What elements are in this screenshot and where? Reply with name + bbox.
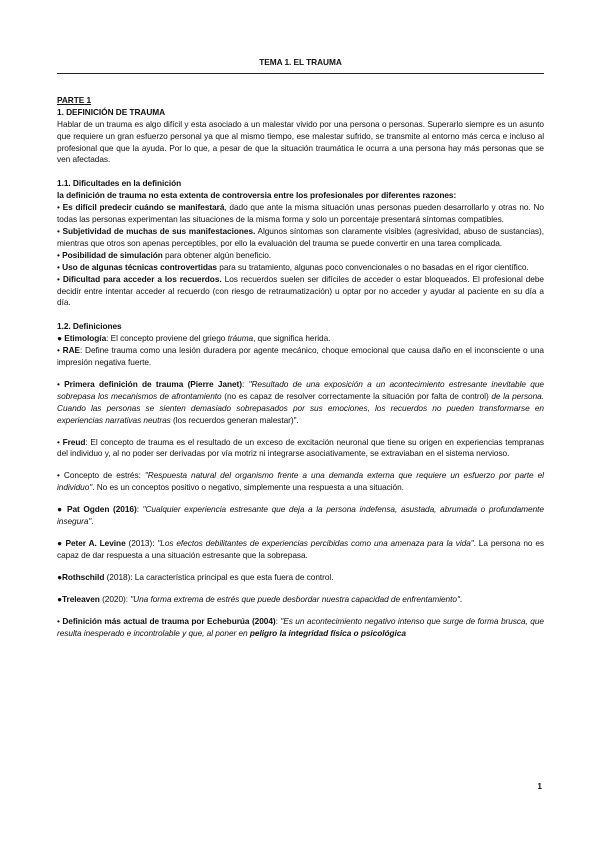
def-lead: Etimología	[64, 333, 107, 344]
spacer	[57, 562, 544, 572]
definition-levine: ● Peter A. Levine (2013): "Los efectos debilitantes de experiencias percibidas como una amenaza para la vida". La persona no es capaz de dar respuesta a una situación estresante que la sobrepasa.	[57, 538, 545, 560]
def-quote: "Una forma extrema de estrés que puede desbordar nuestra capacidad de enfrentamiento"	[130, 593, 460, 604]
section-1-2-heading: 1.2. Definiciones	[57, 321, 122, 332]
def-lead: Peter A. Levine	[65, 538, 126, 548]
def-text: .	[459, 593, 463, 604]
def-lead: Pat Ogden (2016)	[66, 504, 137, 515]
definition-janet: • Primera definición de trauma (Pierre Janet): "Resultado de una exposición a un acontecimiento estresante inevitable que sobrepasa los mecanismos de afrontamiento (no es capaz de resolver correctamente la situación por falta de control) de la persona. Cuando las personas se sienten demasiado sobrepasados por sus emociones, los recuerdos no pueden transformarse en experiencias narrativas neutras (los recuerdos generan malestar)".	[57, 378, 545, 425]
spacer	[57, 494, 544, 504]
definition-rothschild: ●Rothschild (2018): La característica principal es que esta fuera de control.	[57, 571, 334, 582]
def-quote: "Cualquier experiencia estresante que deja a la persona indefensa, asustada, abrumada o profundamente insegura"	[57, 504, 544, 527]
difficulty-item-3: • Posibilidad de simulación para obtener algún beneficio.	[57, 249, 272, 260]
def-text: (2013):	[125, 538, 158, 548]
def-text: (2018): La característica principal es que esta fuera de control.	[104, 571, 334, 582]
def-quote: de la persona. Cuando las personas se sienten demasiado sobrepasados por sus emociones, los recuerdos no pueden transformarse en experiencias narrativas neutras	[57, 390, 545, 425]
def-lead: Treleaven	[61, 593, 100, 604]
def-quote: "Los efectos debilitantes de experiencias percibidas como una amenaza para la vida"	[157, 538, 474, 548]
def-lead: Concepto de estrés	[63, 470, 139, 481]
section-1-1-intro	[57, 190, 544, 202]
item-text: Algunos síntomas son claramente visibles (agresividad, abuso de sustancias), mientras que otros son apenas perceptibles, por ello la evaluación del trauma se puede convertir en una tarea complicada.	[57, 225, 544, 248]
def-quote: "Es un acontecimiento negativo intenso que surge de forma brusca, que resulta inesperado e incontrolable y que, al poner en	[57, 615, 544, 638]
section-1-1-heading: 1.1. Dificultades en la definición	[57, 178, 182, 189]
def-quote: "Respuesta natural del organismo frente a una demanda externa que requiere un esfuerzo por parte el individuo"	[57, 470, 544, 493]
definition-ogden: ● Pat Ogden (2016): "Cualquier experiencia estresante que deja a la persona indefensa, asustada, abrumada o profundamente insegura".	[57, 504, 544, 527]
spacer	[57, 606, 544, 616]
section-1-paragraph: Hablar de un trauma es algo difícil y esta asociado a un malestar vivido por una persona o personas. Superarlo siempre es un asunto que requiere un gran esfuerzo personal ya que al mismo tiempo, ese malestar sufrido, se transmite al entorno más cerca e incluso al profesional que que la ayuda. Por lo que, a pesar de que la situación traumática le ocurra a una persona hay más personas que se ven afectadas.	[57, 118, 544, 165]
difficulty-item-4: • Uso de algunas técnicas controvertidas para su tratamiento, algunas poco convencionales o no basadas en el rigor científico.	[57, 261, 529, 272]
def-lead: Primera definición de trauma (Pierre Janet)	[64, 378, 242, 389]
def-text: . No es un conceptos positivo o negativo, simplemente una respuesta a una situación.	[92, 482, 404, 493]
def-text: (2020):	[99, 593, 131, 604]
def-text: (los recuerdos generan malestar)".	[170, 414, 299, 425]
item-text: , dado que ante la misma situación unas personas pueden desarrollarlo y otras no. No todas las personas experimentan las situaciones de la misma forma y solo un porcentaje presentará síntomas compatibles.	[57, 202, 544, 225]
def-text: , que significa herida.	[253, 333, 331, 344]
spacer	[57, 309, 544, 321]
difficulty-item-5: • Dificultad para acceder a los recuerdos. Los recuerdos suelen ser difíciles de acceder o estar bloqueados. El profesional debe decidir entre intentar acceder al recuerdo (con riesgo de retraumatización) u optar por no acceder y ayudar al paciente en su día a día.	[57, 273, 544, 308]
spacer	[57, 369, 544, 379]
def-text: (no es capaz de resolver correctamente la situación por falta de control)	[221, 390, 492, 401]
item-text: para obtener algún beneficio.	[162, 249, 272, 260]
intro-text: la definición de trauma no esta extenta de controversia entre los profesionales por diferentes razones:	[57, 190, 457, 201]
def-text: . La persona no es capaz de dar respuesta a una situación estresante que la sobrepasa.	[57, 538, 545, 560]
definition-echeburua: • Definición más actual de trauma por Echeburúa (2004): "Es un acontecimiento negativo intenso que surge de forma brusca, que resulta inesperado e incontrolable y que, al poner en peligro la integridad física o psicológica	[57, 615, 544, 638]
title-separator-line	[57, 73, 544, 74]
def-text: : Define trauma como una lesión duradera por agente mecánico, choque emocional que causa daño en el inconsciente o una impresión negativa fuerte.	[57, 345, 544, 368]
def-quote: "Resultado de una exposición a un acontecimiento estresante inevitable que sobrepasa los mecanismos de afrontamiento	[57, 378, 544, 401]
page-number: 1	[537, 781, 542, 791]
document-title: TEMA 1. EL TRAUMA	[259, 57, 342, 67]
def-text: : El concepto proviene del griego	[106, 333, 228, 344]
definition-treleaven: ●Treleaven (2020): "Una forma extrema de estrés que puede desbordar nuestra capacidad de enfrentamiento".	[57, 593, 463, 604]
spacer	[57, 528, 544, 538]
item-lead: Uso de algunas técnicas controvertidas	[62, 261, 217, 272]
def-text: : El concepto de trauma es el resultado de un exceso de excitación neuronal que tiene su origen en experiencias tempranas del individuo y, al no poder ser derivadas por vía motriz ni integrarse asociativamente, se extraviaban en el sistema nervioso.	[57, 436, 544, 459]
difficulty-item-1: • Es difícil predecir cuándo se manifestará, dado que ante la misma situación unas personas pueden desarrollarlo y otras no. No todas las personas experimentan las situaciones de la misma forma y solo un porcentaje presentará síntomas compatibles.	[57, 202, 544, 225]
item-text: para su tratamiento, algunas poco convencionales o no basadas en el rigor científico.	[217, 261, 529, 272]
definition-etymology: ● Etimología: El concepto proviene del griego tráuma, que significa herida.	[57, 333, 331, 344]
spacer	[57, 427, 544, 437]
spacer	[57, 584, 544, 594]
difficulty-item-2: • Subjetividad de muchas de sus manifestaciones. Algunos síntomas son claramente visibles (agresividad, abuso de sustancias), mientras que otros son apenas perceptibles, por ello la evaluación del trauma se puede convertir en una tarea complicada.	[57, 225, 544, 248]
def-lead: RAE	[62, 345, 81, 356]
spacer	[57, 460, 544, 470]
definition-freud: • Freud: El concepto de trauma es el resultado de un exceso de excitación neuronal que tiene su origen en experiencias tempranas del individuo y, al no poder ser derivadas por vía motriz ni integrarse asociativamente, se extraviaban en el sistema nervioso.	[57, 436, 544, 459]
section-1-heading: 1. DEFINICIÓN DE TRAUMA	[57, 106, 166, 117]
spacer	[57, 166, 544, 178]
item-lead: Es difícil predecir cuándo se manifestará	[62, 202, 225, 213]
item-lead: Posibilidad de simulación	[62, 249, 163, 260]
page-content	[57, 57, 544, 639]
def-word: tráuma	[227, 333, 254, 344]
definition-stress: • Concepto de estrés: "Respuesta natural del organismo frente a una demanda externa que requiere un esfuerzo por parte el individuo". No es un conceptos positivo o negativo, simplemente una respuesta a una situación.	[57, 470, 544, 493]
part-heading: PARTE 1	[57, 94, 92, 105]
definition-rae: • RAE: Define trauma como una lesión duradera por agente mecánico, choque emocional que causa daño en el inconsciente o una impresión negativa fuerte.	[57, 345, 544, 368]
def-lead: Freud	[62, 436, 86, 447]
def-emphasis: peligro la integridad física o psicológica	[249, 627, 406, 638]
item-lead: Dificultad para acceder a los recuerdos.	[62, 273, 222, 284]
def-lead: Rothschild	[61, 571, 105, 582]
def-lead: Definición más actual de trauma por Echeburúa (2004)	[62, 615, 276, 626]
item-text: Los recuerdos suelen ser difíciles de acceder o estar bloqueados. El profesional debe decidir entre intentar acceder al recuerdo (con riesgo de retraumatización) u optar por no acceder y ayudar al paciente en su día a día.	[57, 273, 544, 308]
item-lead: Subjetividad de muchas de sus manifestaciones.	[62, 225, 256, 236]
